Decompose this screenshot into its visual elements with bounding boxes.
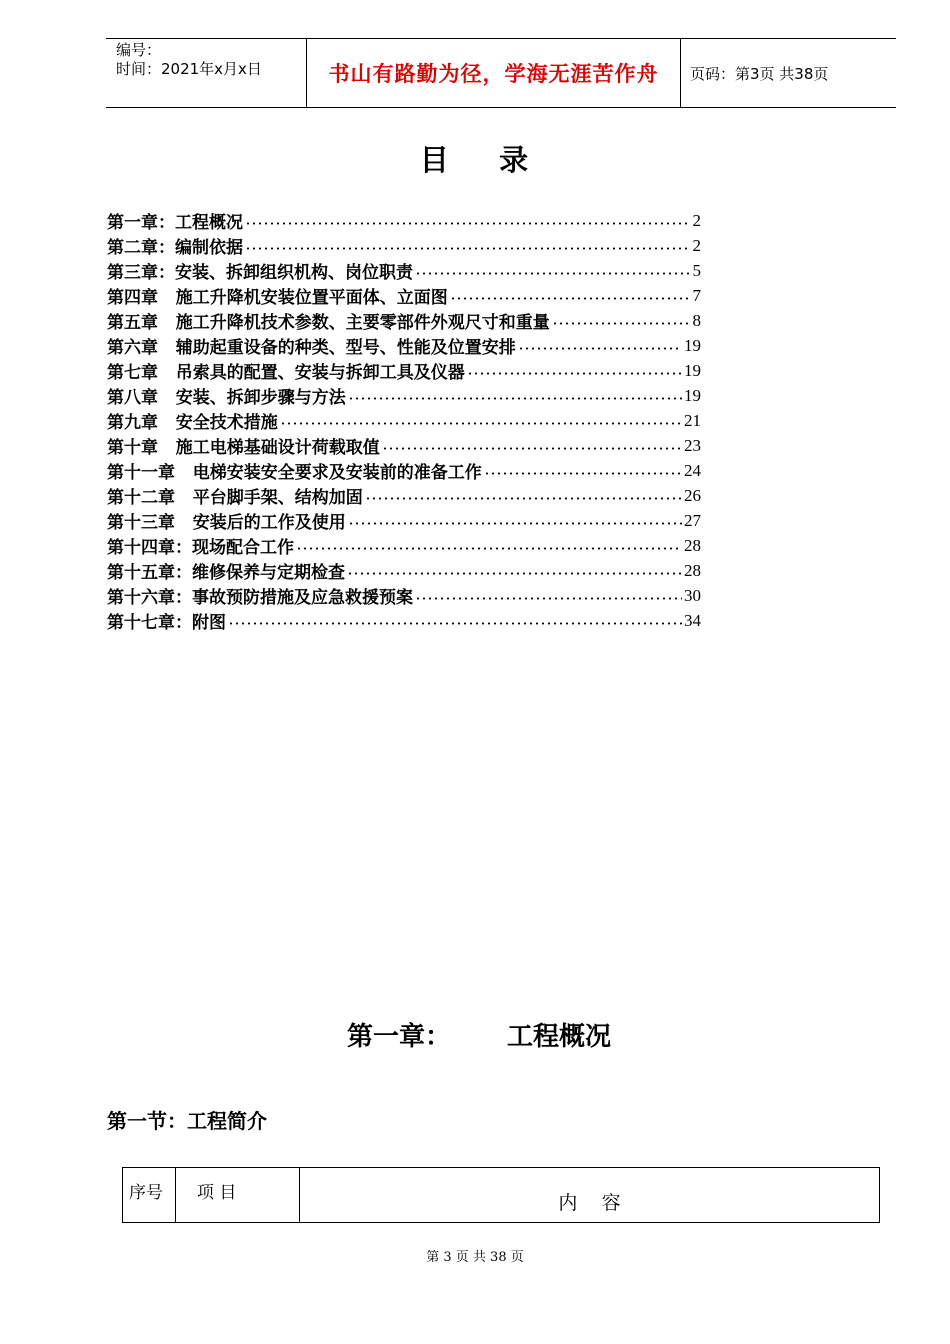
- header-meta: [106, 39, 306, 107]
- toc-item-page: 2: [692, 210, 701, 230]
- toc-item[interactable]: [107, 433, 701, 458]
- toc-title: 目 录: [419, 143, 531, 177]
- toc-leader-dots: [484, 472, 682, 475]
- toc-item-label: 第十二章 平台脚手架、结构加固: [107, 488, 363, 508]
- toc-leader-dots: [228, 622, 682, 625]
- toc-item[interactable]: [107, 358, 701, 383]
- toc-item-page: 2: [692, 235, 701, 255]
- toc-item-label: 第三章：安装、拆卸组织机构、岗位职责: [107, 263, 413, 283]
- toc-item-page: 28: [684, 535, 701, 555]
- toc-item-label: 第六章 辅助起重设备的种类、型号、性能及位置安排: [107, 338, 516, 358]
- table-header-item: 项 目: [197, 1183, 237, 1203]
- toc-leader-dots: [467, 372, 682, 375]
- header-divider: [680, 39, 681, 107]
- toc-leader-dots: [382, 447, 682, 450]
- header-page-info: 页码：第3页 共38页: [690, 65, 829, 83]
- toc-item-page: 28: [684, 560, 701, 580]
- toc-item[interactable]: [107, 208, 701, 233]
- toc-item-page: 19: [684, 360, 701, 380]
- toc-item-page: 19: [684, 385, 701, 405]
- table-header-no: 序号: [129, 1183, 163, 1203]
- toc-item-label: 第十四章：现场配合工作: [107, 538, 294, 558]
- toc-leader-dots: [365, 497, 682, 500]
- toc-item-page: 19: [684, 335, 701, 355]
- toc-item[interactable]: [107, 533, 701, 558]
- toc-item[interactable]: [107, 458, 701, 483]
- toc-item-label: 第十三章 安装后的工作及使用: [107, 513, 346, 533]
- toc-item-page: 24: [684, 460, 701, 480]
- chapter-label: 第一章：: [347, 1022, 452, 1052]
- chapter-name: 工程概况: [507, 1022, 612, 1052]
- toc-item-page: 8: [692, 310, 701, 330]
- table-header-content: 内 容: [558, 1192, 621, 1214]
- toc-item[interactable]: [107, 233, 701, 258]
- project-table: [122, 1167, 880, 1223]
- toc-item[interactable]: [107, 283, 701, 308]
- chapter-title: [347, 1016, 611, 1053]
- document-date: 时间：2021年x月x日: [116, 60, 262, 78]
- toc-item-label: 第八章 安装、拆卸步骤与方法: [107, 388, 346, 408]
- toc-item-page: 34: [684, 610, 701, 630]
- toc-leader-dots: [518, 347, 682, 350]
- toc-item-label: 第五章 施工升降机技术参数、主要零部件外观尺寸和重量: [107, 313, 550, 333]
- toc-item[interactable]: [107, 383, 701, 408]
- toc-leader-dots: [280, 422, 682, 425]
- toc-item[interactable]: [107, 483, 701, 508]
- toc-item-page: 7: [692, 285, 701, 305]
- toc-leader-dots: [245, 247, 691, 250]
- toc-item[interactable]: [107, 583, 701, 608]
- toc-item[interactable]: [107, 258, 701, 283]
- toc-item[interactable]: [107, 508, 701, 533]
- toc-item-page: 5: [692, 260, 701, 280]
- toc-item-page: 21: [684, 410, 701, 430]
- toc-item-page: 27: [684, 510, 701, 530]
- page-header: [106, 38, 896, 108]
- toc-item[interactable]: [107, 608, 701, 633]
- toc-item-label: 第十一章 电梯安装安全要求及安装前的准备工作: [107, 463, 482, 483]
- toc-item-label: 第十七章：附图: [107, 613, 226, 633]
- toc-item[interactable]: [107, 308, 701, 333]
- toc-item-label: 第一章：工程概况: [107, 213, 243, 233]
- page-footer: 第 3 页 共 38 页: [426, 1250, 524, 1265]
- table-of-contents: [107, 208, 701, 633]
- toc-item[interactable]: [107, 558, 701, 583]
- toc-leader-dots: [415, 597, 682, 600]
- toc-leader-dots: [245, 222, 691, 225]
- toc-leader-dots: [348, 397, 682, 400]
- toc-leader-dots: [348, 522, 682, 525]
- toc-item-label: 第九章 安全技术措施: [107, 413, 278, 433]
- toc-item-label: 第四章 施工升降机安装位置平面体、立面图: [107, 288, 448, 308]
- toc-item-page: 26: [684, 485, 701, 505]
- header-motto: 书山有路勤为径，学海无涯苦作舟: [328, 62, 659, 86]
- toc-item-page: 23: [684, 435, 701, 455]
- toc-item[interactable]: [107, 408, 701, 433]
- toc-item-label: 第十六章：事故预防措施及应急救援预案: [107, 588, 413, 608]
- toc-item-page: 30: [684, 585, 701, 605]
- toc-item-label: 第十五章：维修保养与定期检查: [107, 563, 345, 583]
- document-number: 编号：: [116, 41, 162, 59]
- toc-leader-dots: [347, 572, 682, 575]
- toc-leader-dots: [552, 322, 691, 325]
- section-title: 第一节：工程简介: [107, 1109, 267, 1133]
- toc-leader-dots: [415, 272, 691, 275]
- toc-item-label: 第十章 施工电梯基础设计荷载取值: [107, 438, 380, 458]
- toc-leader-dots: [296, 547, 682, 550]
- toc-item[interactable]: [107, 333, 701, 358]
- table-divider: [175, 1168, 176, 1222]
- toc-leader-dots: [450, 297, 691, 300]
- toc-item-label: 第二章：编制依据: [107, 238, 243, 258]
- toc-item-label: 第七章 吊索具的配置、安装与拆卸工具及仪器: [107, 363, 465, 383]
